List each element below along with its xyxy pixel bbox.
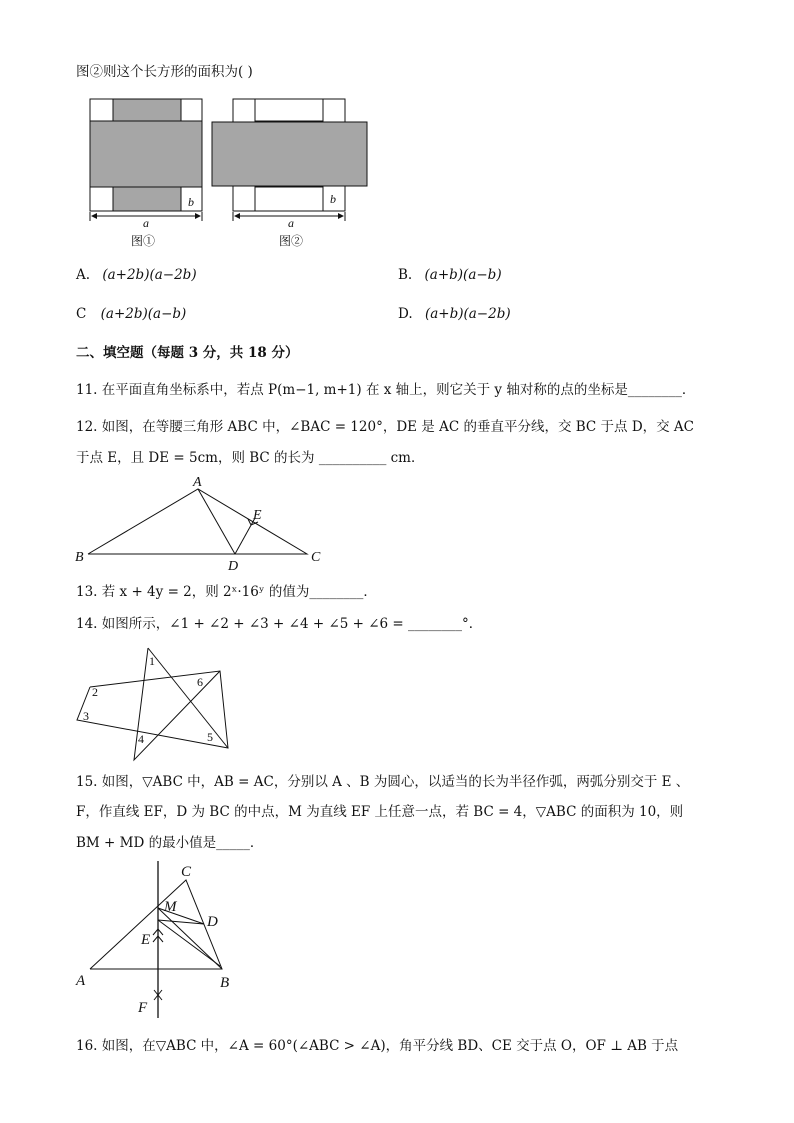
option-c [76, 304, 186, 324]
fig15-label-f: F [138, 1000, 148, 1016]
option-a-letter: A. [76, 267, 91, 283]
fig15-label-e: E [141, 932, 151, 948]
figure-10-rectangles [85, 95, 375, 255]
fig12-label-b: B [75, 550, 84, 565]
question-15-line-1: 15. 如图，▽ABC 中，AB = AC，分别以 A 、B 为圆心，以适当的长为半径作弧，两弧分别交于 E 、 [76, 774, 690, 790]
fig12-label-a: A [193, 475, 202, 490]
figure-14-angles [70, 640, 240, 765]
question-13: 13. 若 x + 4y = 2，则 2ˣ·16ʸ 的值为________． [76, 584, 377, 600]
fig14-angle-4: 4 [138, 732, 144, 746]
question-11: 11. 在平面直角坐标系中，若点 P(m−1, m+1) 在 x 轴上，则它关于 y 轴对称的点的坐标是________． [76, 382, 696, 398]
option-d-expr: (a+b)(a−2b) [424, 306, 511, 322]
option-b-letter: B. [398, 267, 413, 283]
question-15-line-3: BM + MD 的最小值是_____． [76, 835, 264, 851]
fig1-label-b: b [188, 195, 194, 209]
fig15-label-a: A [76, 973, 86, 989]
option-c-expr: (a+2b)(a−b) [100, 306, 187, 322]
fig14-angle-1: 1 [149, 654, 155, 668]
option-a-expr: (a+2b)(a−2b) [102, 267, 197, 283]
fig1-caption: 图① [131, 234, 156, 248]
fig12-label-e: E [253, 508, 262, 523]
fig2-label-a: a [288, 216, 294, 230]
fig15-label-c: C [181, 864, 192, 880]
section-2-title: 二、填空题（每题 3 分，共 18 分） [76, 345, 299, 361]
option-d [398, 304, 511, 324]
fig12-label-d: D [228, 559, 239, 574]
fig1-label-a: a [143, 216, 149, 230]
question-10-tail: 图②则这个长方形的面积为( ) [76, 64, 253, 80]
option-b-expr: (a+b)(a−b) [424, 267, 502, 283]
fig15-label-m: M [164, 899, 177, 915]
figure-15-triangle [70, 858, 250, 1023]
question-15-line-2: F，作直线 EF，D 为 BC 的中点，M 为直线 EF 上任意一点，若 BC = 4，▽ABC 的面积为 10，则 [76, 804, 684, 820]
fig2-label-b: b [330, 192, 336, 206]
figure-12-triangle [70, 475, 340, 575]
fig2-caption: 图② [279, 234, 304, 248]
option-a [76, 265, 197, 285]
question-14: 14. 如图所示，∠1 + ∠2 + ∠3 + ∠4 + ∠5 + ∠6 = ________°． [76, 616, 483, 632]
fig14-angle-5: 5 [207, 730, 213, 744]
question-12-line-2: 于点 E，且 DE = 5cm，则 BC 的长为 __________ cm． [76, 450, 425, 466]
fig12-label-c: C [311, 550, 321, 565]
fig15-label-d: D [207, 914, 218, 930]
fig15-label-b: B [220, 975, 230, 991]
option-c-letter: C [76, 306, 87, 322]
question-12-line-1: 12. 如图，在等腰三角形 ABC 中，∠BAC = 120°，DE 是 AC 的垂直平分线，交 BC 于点 D，交 AC [76, 419, 695, 435]
option-b [398, 265, 502, 285]
fig14-angle-6: 6 [197, 675, 203, 689]
option-d-letter: D. [398, 306, 413, 322]
fig14-angle-3: 3 [83, 709, 89, 723]
fig14-angle-2: 2 [92, 685, 98, 699]
question-16: 16. 如图，在▽ABC 中，∠A = 60°(∠ABC > ∠A)，角平分线 BD、CE 交于点 O，OF ⊥ AB 于点 [76, 1038, 679, 1054]
